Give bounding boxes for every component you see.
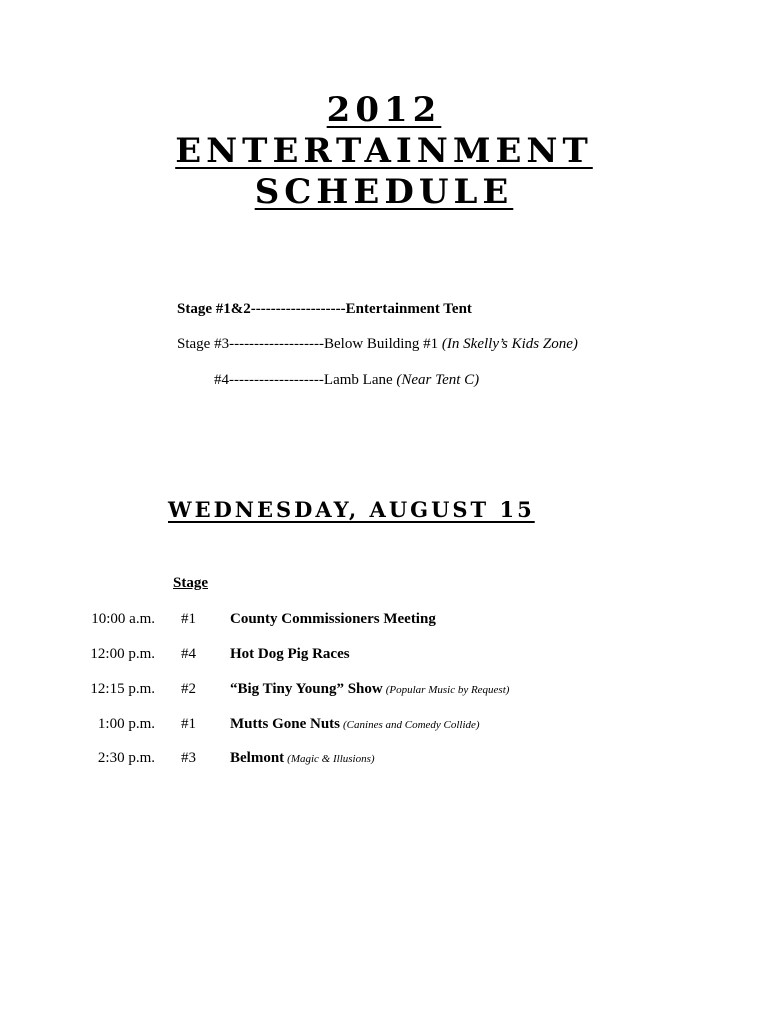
title-schedule [0, 172, 768, 212]
title-entertainment-text: ENTERTAINMENT [175, 131, 593, 171]
location-stage-3-prefix: Stage #3 [177, 336, 230, 352]
schedule-event-name: Mutts Gone Nuts [230, 716, 341, 732]
schedule-event-note: (Magic & Illusions) [287, 753, 375, 765]
schedule-time: 12:00 p.m. [90, 646, 155, 662]
location-stage-4-note: (Near Tent C) [396, 372, 480, 388]
schedule-stage: #2 [181, 681, 196, 697]
title-schedule-text: SCHEDULE [254, 172, 514, 212]
location-stage-1-2-place: Entertainment Tent [345, 301, 472, 317]
schedule-event [230, 678, 509, 701]
schedule-event-note: (Canines and Comedy Collide) [343, 719, 480, 731]
location-stage-1-2 [177, 299, 472, 319]
schedule-event [230, 713, 480, 736]
schedule-event [230, 643, 350, 665]
location-stage-3 [177, 334, 578, 354]
schedule-event [230, 608, 436, 630]
stage-column-header: Stage [173, 575, 208, 591]
schedule-event [230, 747, 375, 770]
schedule-row [0, 678, 768, 700]
schedule-stage: #4 [181, 646, 196, 662]
schedule-event-name: “Big Tiny Young” Show [230, 681, 383, 697]
schedule-stage: #1 [181, 716, 196, 732]
day-heading [168, 496, 535, 524]
schedule-stage: #3 [181, 750, 196, 766]
title-entertainment [0, 131, 768, 171]
location-stage-4-dashes: ------------------- [229, 372, 324, 388]
title-year [0, 90, 768, 130]
location-stage-3-dashes: ------------------- [229, 336, 324, 352]
day-heading-text: WEDNESDAY, AUGUST 15 [168, 497, 535, 522]
location-stage-1-2-dashes: ------------------- [250, 301, 346, 317]
schedule-event-name: Hot Dog Pig Races [230, 646, 350, 662]
schedule-row [0, 713, 768, 735]
schedule-row [0, 643, 768, 665]
schedule-event-note: (Popular Music by Request) [385, 684, 510, 696]
location-stage-4 [214, 370, 479, 390]
schedule-event-name: County Commissioners Meeting [230, 611, 436, 627]
location-stage-3-place: Below Building #1 [324, 336, 442, 352]
title-year-text: 2012 [326, 90, 442, 130]
schedule-time: 12:15 p.m. [90, 681, 155, 697]
location-stage-4-prefix: #4 [214, 372, 229, 388]
schedule-time: 2:30 p.m. [97, 750, 155, 766]
schedule-row [0, 747, 768, 769]
schedule-stage: #1 [181, 611, 196, 627]
schedule-time: 1:00 p.m. [97, 716, 155, 732]
location-stage-4-place: Lamb Lane [323, 372, 397, 388]
location-stage-1-2-prefix: Stage #1&2 [177, 301, 251, 317]
location-stage-3-note: (In Skelly’s Kids Zone) [441, 336, 578, 352]
schedule-event-name: Belmont [230, 750, 285, 766]
schedule-row [0, 608, 768, 630]
schedule-time: 10:00 a.m. [91, 611, 155, 627]
